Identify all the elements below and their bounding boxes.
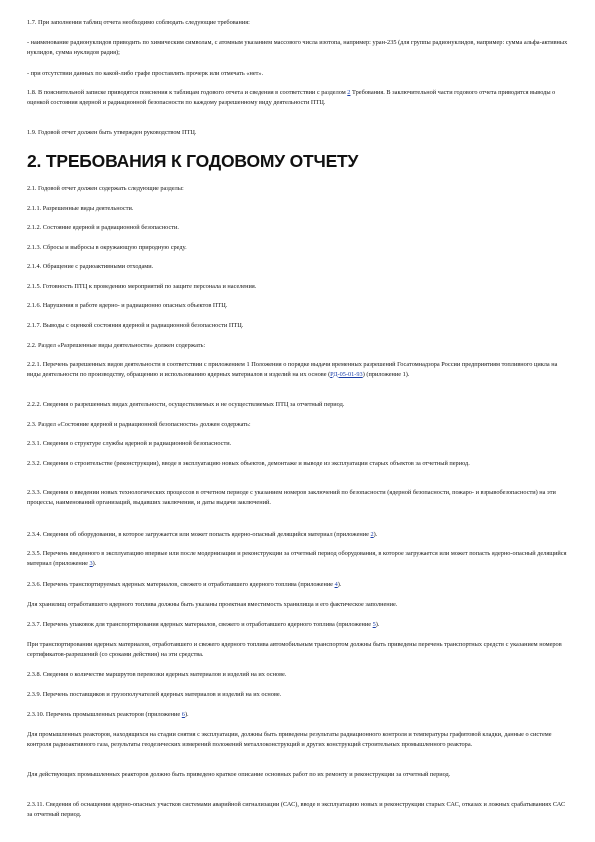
paragraph-2-3-7: 2.3.7. Перечень упаковок для транспортирования ядерных материалов, свежего и отработавшего ядерного топлива (приложение 5).	[27, 621, 380, 628]
paragraph-1-8: 1.8. В пояснительной записке приводятся пояснения к таблицам годового отчета и сведения в соответствии с разделом 2 Требования. В заключительной части годового отчета приводятся выводы о оценкой состояния ядерной и радиационной безопасности по каждому разрешенному виду деятельности ПТЦ.	[27, 89, 556, 106]
paragraph-2-1-5: 2.1.5. Готовность ПТЦ к проведению мероприятий по защите персонала и населения.	[27, 283, 257, 290]
paragraph-2-3-2: 2.3.2. Сведения о строительстве (реконструкции), вводе в эксплуатацию новых объектов, демонтаже и выводе из эксплуатации старых объектов за отчетный период.	[27, 460, 470, 467]
paragraph-2-3-10-note-2: Для действующих промышленных реакторов должно быть приведено краткое описание основных работ по их ремонту и реконструкции за отчетный период.	[27, 771, 451, 778]
section-heading: 2. ТРЕБОВАНИЯ К ГОДОВОМУ ОТЧЕТУ	[27, 151, 359, 171]
paragraph-2-1-6: 2.1.6. Нарушения в работе ядерно- и радиационно опасных объектов ПТЦ.	[27, 302, 228, 309]
paragraph-2-2: 2.2. Раздел «Разрешенные виды деятельности» должен содержать:	[27, 342, 206, 349]
paragraph-2-3-4: 2.3.4. Сведения об оборудовании, в которое загружается или может попасть ядерно-опасный делящийся материал (приложение 2).	[27, 531, 378, 538]
paragraph-2-1-3: 2.1.3. Сбросы и выбросы в окружающую природную среду.	[27, 244, 187, 251]
paragraph-2-2-2: 2.2.2. Сведения о разрешенных видах деятельности, осуществляемых и не осуществляемых ПТЦ за отчетный период.	[27, 401, 345, 408]
paragraph-2-1-4: 2.1.4. Обращение с радиоактивными отходами.	[27, 263, 154, 270]
paragraph-2-1-2: 2.1.2. Состояние ядерной и радиационной безопасности.	[27, 224, 179, 231]
paragraph-2-3-5: 2.3.5. Перечень введенного в эксплуатацию впервые или после модернизации и реконструкции за отчетный период оборудования, в которое загружается или может попасть ядерно-опасный делящийся материал (приложение 3).	[27, 550, 567, 567]
paragraph-2-3-10: 2.3.10. Перечень промышленных реакторов (приложение 6).	[27, 711, 189, 718]
link-section-2[interactable]: 2	[347, 89, 351, 96]
paragraph-2-3-1: 2.3.1. Сведения о структуре службы ядерной и радиационной безопасности.	[27, 440, 232, 447]
paragraph-2-3-3: 2.3.3. Сведения о введении новых технологических процессов в отчетном периоде с указанием номеров заключений по безопасности (ядерной безопасности, пожаро- и взрывобезопасности) на эти процессы, наименований организаций, выдавших заключения, и даты выдачи заключений.	[27, 489, 556, 506]
paragraph-2-2-1: 2.2.1. Перечень разрешенных видов деятельности в соответствии с приложением 1 Положения о порядке выдачи временных разрешений Госатомнадзора России предприятиям топливного цикла на виды деятельности по производству, обращению и использованию ядерных материалов и изделий на их основе (РД-05-01-93) (приложение 1).	[27, 361, 558, 378]
paragraph-2-1-1: 2.1.1. Разрешенные виды деятельности.	[27, 205, 134, 212]
paragraph-2-3-6-note: Для хранилищ отработавшего ядерного топлива должны быть указаны проектная вместимость хранилища и его фактическое заполнение.	[27, 601, 398, 608]
paragraph-2-3-7-note: При транспортировании ядерных материалов, отработавшего и свежего ядерного топлива автомобильным транспортом должны быть приведены перечень транспортных средств с указанием номеров сертификатов-разрешений (со сроками действия) на эти средства.	[27, 641, 562, 658]
link-appendix-5[interactable]: 5	[372, 621, 376, 628]
paragraph-2-3-10-note-1: Для промышленных реакторов, находящихся на стадии снятия с эксплуатации, должны быть приведены результаты радиационного контроля и температуры графитовой кладки, данные о системе контроля радиоактивного газа, результаты геодезических измерений положений металлоконструкций и других конструкций строительных промышленного реактора.	[27, 731, 552, 748]
paragraph-2-1-7: 2.1.7. Выводы с оценкой состояния ядерной и радиационной безопасности ПТЦ.	[27, 322, 244, 329]
paragraph-1-7-item-2: - при отсутствии данных по какой-либо графе проставлять прочерк или отмечать «нет».	[27, 70, 264, 77]
link-rd-05-01-93[interactable]: РД-05-01-93	[330, 370, 363, 378]
paragraph-2-3-9: 2.3.9. Перечень поставщиков и грузополучателей ядерных материалов и изделий на их основе.	[27, 691, 282, 698]
paragraph-2-3-11: 2.3.11. Сведения об оснащении ядерно-опасных участков системами аварийной сигнализации (САС), вводе в эксплуатацию новых и реконструкции старых САС, отказах и ложных срабатываниях САС за отчетный период.	[27, 801, 566, 818]
paragraph-1-7-item-1: - наименование радионуклидов приводить по химическим символам, с атомным указанием массового числа изотопа, например: уран-235 (для группы радионуклидов, например: сумма альфа-активных нуклидов, сумма нуклидов радия);	[27, 39, 568, 56]
link-appendix-3[interactable]: 3	[89, 559, 93, 567]
paragraph-2-1: 2.1. Годовой отчет должен содержать следующие разделы:	[27, 185, 184, 192]
paragraph-2-3: 2.3. Раздел «Состояние ядерной и радиационной безопасности» должен содержать:	[27, 421, 251, 428]
link-appendix-2[interactable]: 2	[370, 531, 374, 538]
link-appendix-6[interactable]: 6	[181, 711, 185, 718]
paragraph-2-3-8: 2.3.8. Сведения о количестве маршрутов перевозки ядерных материалов и изделий на их основе.	[27, 671, 287, 678]
paragraph-1-9: 1.9. Годовой отчет должен быть утвержден руководством ПТЦ.	[27, 129, 197, 136]
link-appendix-4[interactable]: 4	[334, 581, 338, 588]
paragraph-1-7: 1.7. При заполнении таблиц отчета необходимо соблюдать следующие требования:	[27, 19, 250, 26]
paragraph-2-3-6: 2.3.6. Перечень транспортируемых ядерных материалов, свежего и отработавшего ядерного топлива (приложение 4).	[27, 581, 342, 588]
